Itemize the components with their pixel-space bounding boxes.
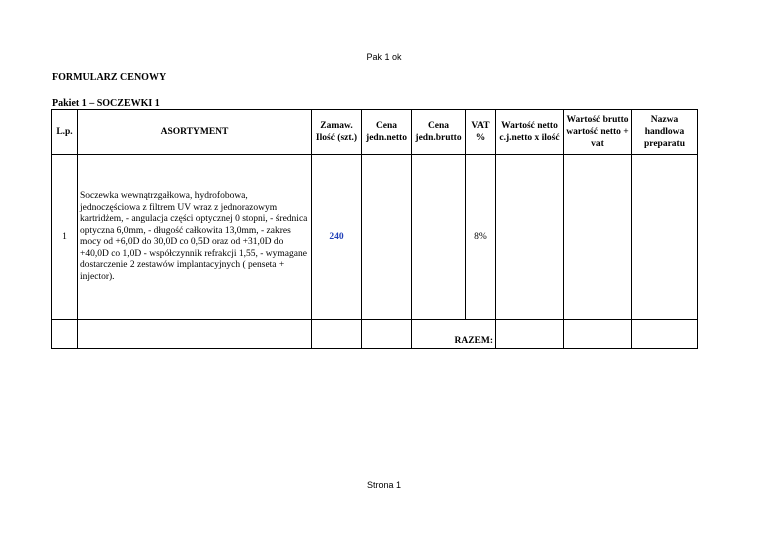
header-lp: L.p. [52,110,78,155]
header-trade-name: Nazwa handlowa preparatu [632,110,698,155]
header-unit-gross: Cena jedn.brutto [412,110,466,155]
header-vat: VAT % [466,110,496,155]
table-header-row [52,110,698,155]
total-row [52,320,698,349]
total-label: RAZEM: [412,320,496,349]
row-description: Soczewka wewnątrzgałkowa, hydrofobowa, jednoczęściowa z filtrem UV wraz z jednorazowym kartridżem, - angulacja części optycznej 0 stopni, - średnica optyczna 6,0mm, - długość całkowita 13,0mm, - zakres mocy od +6,0D do 30,0D co 0,5D oraz od +31,0D do +40,0D co 1,0D - współczynnik refrakcji 1,55, - wymagane dostarczenie 2 zestawów implantacyjnych ( penseta + injector). [78,155,312,320]
row-unit-net[interactable] [362,155,412,320]
package-title: Pakiet 1 – SOCZEWKI 1 [52,98,160,109]
total-empty-unit-net [362,320,412,349]
row-unit-gross[interactable] [412,155,466,320]
header-gross-value: Wartość brutto wartość netto + vat [564,110,632,155]
page-header: Pak 1 ok [366,52,402,62]
total-net-value[interactable] [496,320,564,349]
row-lp: 1 [52,155,78,320]
row-qty[interactable]: 240 [312,155,362,320]
total-empty-assortment [78,320,312,349]
row-trade-name[interactable] [632,155,698,320]
total-empty-trade-name [632,320,698,349]
price-table [51,109,698,349]
header-ordered-qty: Zamaw. Ilość (szt.) [312,110,362,155]
form-title: FORMULARZ CENOWY [52,72,167,83]
table-row [52,155,698,320]
page-footer: Strona 1 [366,480,402,490]
total-empty-lp [52,320,78,349]
row-net-value[interactable] [496,155,564,320]
row-gross-value[interactable] [564,155,632,320]
header-assortment: ASORTYMENT [78,110,312,155]
header-unit-net: Cena jedn.netto [362,110,412,155]
header-net-value: Wartość netto c.j.netto x ilość [496,110,564,155]
total-empty-qty [312,320,362,349]
row-vat[interactable]: 8% [466,155,496,320]
total-gross-value[interactable] [564,320,632,349]
